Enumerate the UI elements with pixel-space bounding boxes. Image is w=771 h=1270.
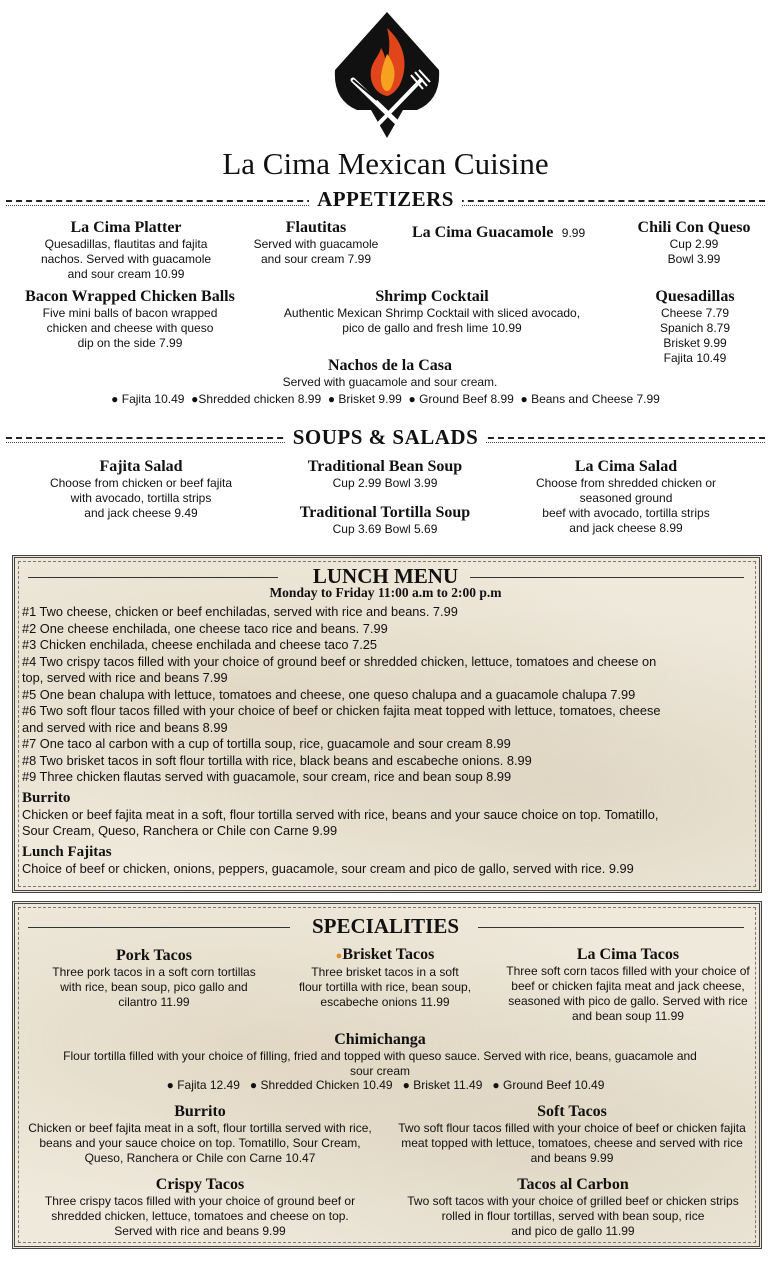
option-fajita: Fajita 10.49 — [121, 392, 185, 406]
menu-item-shrimp-cocktail — [262, 288, 602, 336]
option-ground-beef: Ground Beef 8.99 — [419, 392, 514, 406]
menu-item-pork-tacos — [30, 947, 278, 1010]
chimichanga-options — [0, 1078, 771, 1092]
section-title-soups-salads: SOUPS & SALADS — [0, 425, 771, 450]
item-desc: cilantro 11.99 — [118, 995, 190, 1009]
menu-item-cima-tacos — [490, 946, 766, 1024]
item-desc: and pico de gallo 11.99 — [511, 1224, 635, 1238]
item-desc: beef with avocado, tortilla strips — [542, 506, 710, 520]
item-desc: nachos. Served with guacamole — [40, 252, 212, 266]
menu-item-crispy-tacos — [22, 1176, 378, 1239]
menu-item-soft-tacos — [386, 1103, 758, 1166]
option-fajita: Fajita 12.49 — [177, 1078, 240, 1092]
option-shredded-chicken: Shredded Chicken 10.49 — [260, 1078, 393, 1092]
item-desc: Served with guacamole — [253, 237, 379, 251]
item-desc: Three pork tacos in a soft corn tortillas — [52, 965, 256, 979]
menu-item-bacon-chicken-balls — [6, 288, 254, 351]
menu-item-quesadillas — [636, 288, 754, 366]
lunch-item: #7 One taco al carbon with a cup of tortilla soup, rice, guacamole and sour cream 8.99 — [22, 736, 511, 751]
section-title-specialities: SPECIALITIES — [311, 914, 460, 938]
item-desc: Authentic Mexican Shrimp Cocktail with sliced avocado, — [283, 306, 581, 320]
item-desc: and beans 9.99 — [530, 1151, 614, 1165]
item-desc: and sour cream 10.99 — [67, 267, 185, 281]
item-desc: Served with guacamole and sour cream. — [282, 375, 498, 389]
item-title: Shrimp Cocktail — [375, 288, 489, 305]
item-desc: beans and your sauce choice on top. Tomatillo, Sour Cream, — [39, 1136, 361, 1150]
item-title: Brisket Tacos — [342, 946, 435, 963]
section-title-lunch: LUNCH MENU — [312, 564, 459, 588]
item-title: La Cima Tacos — [576, 946, 680, 963]
item-title: Quesadillas — [655, 288, 735, 305]
menu-item-chimichanga — [30, 1031, 730, 1079]
item-title: Crispy Tacos — [155, 1176, 245, 1193]
item-desc: Five mini balls of bacon wrapped — [42, 306, 218, 320]
item-desc: with rice, bean soup, pico gallo and — [60, 980, 248, 994]
section-title-appetizers: APPETIZERS — [0, 187, 771, 212]
item-title: Nachos de la Casa — [327, 357, 452, 374]
item-title: Flautitas — [285, 219, 347, 236]
bullet-dot-icon: ● — [408, 392, 416, 406]
option-shredded-chicken: Shredded chicken 8.99 — [198, 392, 322, 406]
menu-item-cima-salad — [516, 458, 736, 536]
item-desc: Fajita 10.49 — [663, 351, 727, 365]
bullet-dot-icon: ● — [249, 1078, 258, 1092]
item-title: La Cima Salad — [574, 458, 678, 475]
menu-item-spec-burrito — [16, 1103, 384, 1166]
item-desc: sour cream — [349, 1064, 411, 1078]
item-desc: Two soft tacos with your choice of grilled beef or chicken strips — [407, 1194, 739, 1208]
item-desc: Spanich 8.79 — [659, 321, 731, 335]
menu-item-cima-guacamole — [412, 224, 585, 242]
option-ground-beef: Ground Beef 10.49 — [502, 1078, 605, 1092]
bullet-dot-icon: ● — [327, 392, 336, 406]
lunch-item: #1 Two cheese, chicken or beef enchiladas, served with rice and beans. 7.99 — [22, 604, 458, 619]
option-brisket: Brisket 9.99 — [338, 392, 402, 406]
item-desc: chicken and cheese with queso — [46, 321, 214, 335]
item-desc: meat topped with lettuce, tomatoes, cheese and served with rice — [401, 1136, 743, 1150]
lunch-burrito-title: Burrito — [22, 789, 71, 806]
menu-item-chili-con-queso — [624, 219, 764, 267]
item-title: Chili Con Queso — [637, 219, 751, 236]
item-desc: seasoned ground — [579, 491, 673, 505]
item-desc: pico de gallo and fresh lime 10.99 — [342, 321, 522, 335]
menu-item-brisket-tacos — [278, 946, 492, 1010]
bullet-dot-icon: ● — [520, 392, 528, 406]
lunch-item: #2 One cheese enchilada, one cheese taco rice and beans. 7.99 — [22, 620, 388, 636]
menu-item-bean-soup — [280, 458, 490, 491]
item-title: Burrito — [174, 1103, 226, 1120]
item-desc: Served with rice and beans 9.99 — [114, 1224, 286, 1238]
lunch-item: #6 Two soft flour tacos filled with your choice of beef or chicken fajita meat topped with lettuce, tomatoes, cheese — [22, 703, 661, 718]
item-desc: Chicken or beef fajita meat in a soft, flour tortilla served with rice, — [28, 1121, 372, 1135]
item-desc: Three crispy tacos filled with your choice of ground beef or — [44, 1194, 356, 1208]
item-desc: with avocado, tortilla strips — [70, 491, 212, 505]
lunch-burrito-desc: Chicken or beef fajita meat in a soft, flour tortilla served with rice, beans and your sauce choice on top. Tomatillo, — [22, 806, 659, 822]
item-desc: Choose from chicken or beef fajita — [49, 476, 233, 490]
item-desc: rolled in flour tortillas, served with bean soup, rice — [441, 1209, 705, 1223]
nachos-options — [0, 392, 771, 406]
item-desc: Cup 2.99 Bowl 3.99 — [332, 476, 438, 490]
item-desc: beef or chicken fajita meat and jack cheese, — [511, 979, 745, 993]
item-desc: and bean soup 11.99 — [572, 1009, 684, 1023]
item-desc: Quesadillas, flautitas and fajita — [44, 237, 208, 251]
lunch-item: and served with rice and beans 8.99 — [22, 719, 228, 735]
item-desc: Cup 3.69 Bowl 5.69 — [332, 522, 438, 536]
item-desc: escabeche onions 11.99 — [320, 995, 450, 1009]
lunch-item: #9 Three chicken flautas served with guacamole, sour cream, rice and bean soup 8.99 — [22, 769, 512, 784]
lunch-fajitas-desc: Choice of beef or chicken, onions, peppers, guacamole, sour cream and pico de gallo, served with rice. 9.99 — [22, 860, 634, 876]
option-brisket: Brisket 11.49 — [413, 1078, 483, 1092]
item-desc: shredded chicken, lettuce, tomatoes and cheese on top. — [51, 1209, 349, 1223]
item-title: Fajita Salad — [99, 458, 183, 475]
lunch-items — [22, 604, 758, 877]
flame-knife-fork-logo-icon — [331, 10, 443, 148]
menu-item-tortilla-soup — [270, 504, 500, 537]
item-desc: Queso, Ranchera or Chile con Carne 10.47 — [84, 1151, 316, 1165]
menu-item-cima-platter — [20, 219, 232, 282]
menu-item-tacos-al-carbon — [388, 1176, 758, 1239]
bullet-dot-icon: ● — [166, 1078, 174, 1092]
item-desc: Cup 2.99 — [669, 237, 719, 251]
item-title: Bacon Wrapped Chicken Balls — [25, 288, 235, 305]
item-desc: and sour cream 7.99 — [260, 252, 372, 266]
bullet-dot-icon: ● — [492, 1078, 500, 1092]
item-title: La Cima Platter — [70, 219, 182, 236]
lunch-burrito-desc: Sour Cream, Queso, Ranchera or Chile con Carne 9.99 — [22, 823, 338, 838]
bullet-dot-icon: ● — [402, 1078, 410, 1092]
option-beans-cheese: Beans and Cheese 7.99 — [531, 392, 660, 406]
item-desc: Choose from shredded chicken or — [535, 476, 717, 490]
item-desc: dip on the side 7.99 — [77, 336, 183, 350]
item-desc: Flour tortilla filled with your choice of filling, fried and topped with queso sauce. Served with rice, beans, guacamole and — [63, 1049, 697, 1063]
item-desc: seasoned with pico de gallo. Served with rice — [508, 994, 748, 1008]
bullet-dot-icon: ● — [191, 392, 199, 406]
item-desc: Bowl 3.99 — [667, 252, 721, 266]
item-title: Traditional Tortilla Soup — [299, 504, 471, 521]
item-price: 9.99 — [561, 226, 586, 240]
item-title: Tacos al Carbon — [517, 1176, 629, 1193]
menu-item-nachos — [200, 357, 580, 390]
item-desc: flour tortilla with rice, bean soup, — [298, 980, 472, 994]
item-title: Pork Tacos — [115, 947, 192, 964]
lunch-hours: Monday to Friday 11:00 a.m to 2:00 p.m — [269, 585, 502, 600]
bullet-dot-icon: ● — [111, 392, 119, 406]
item-title: Soft Tacos — [537, 1103, 607, 1120]
lunch-item: #3 Chicken enchilada, cheese enchilada and cheese taco 7.25 — [22, 637, 378, 652]
item-desc: Brisket 9.99 — [663, 336, 727, 350]
item-desc: Two soft flour tacos filled with your choice of beef or chicken fajita — [398, 1121, 746, 1135]
item-desc: and jack cheese 9.49 — [84, 506, 198, 520]
item-title: Traditional Bean Soup — [307, 458, 463, 475]
menu-item-flautitas — [236, 219, 396, 267]
item-desc: Cheese 7.79 — [660, 306, 730, 320]
lunch-item: top, served with rice and beans 7.99 — [22, 670, 228, 685]
lunch-item: #5 One bean chalupa with lettuce, tomatoes and cheese, one queso chalupa and a guacamole chalupa 7.99 — [22, 686, 636, 702]
item-title: Chimichanga — [334, 1031, 426, 1048]
item-title: La Cima Guacamole — [412, 224, 554, 241]
menu-item-fajita-salad — [30, 458, 252, 521]
item-desc: Three soft corn tacos filled with your choice of — [506, 964, 750, 978]
item-desc: Three brisket tacos in a soft — [311, 965, 459, 979]
item-desc: and jack cheese 8.99 — [569, 521, 683, 535]
bullet-dot-icon: ● — [335, 950, 343, 962]
lunch-item: #4 Two crispy tacos filled with your choice of ground beef or shredded chicken, lettuce, tomatoes and cheese on — [22, 653, 657, 669]
lunch-fajitas-title: Lunch Fajitas — [22, 843, 112, 860]
brand-title: La Cima Mexican Cuisine — [222, 146, 549, 181]
lunch-item: #8 Two brisket tacos in soft flour tortilla with rice, black beans and escabeche onions. 8.99 — [22, 752, 532, 768]
